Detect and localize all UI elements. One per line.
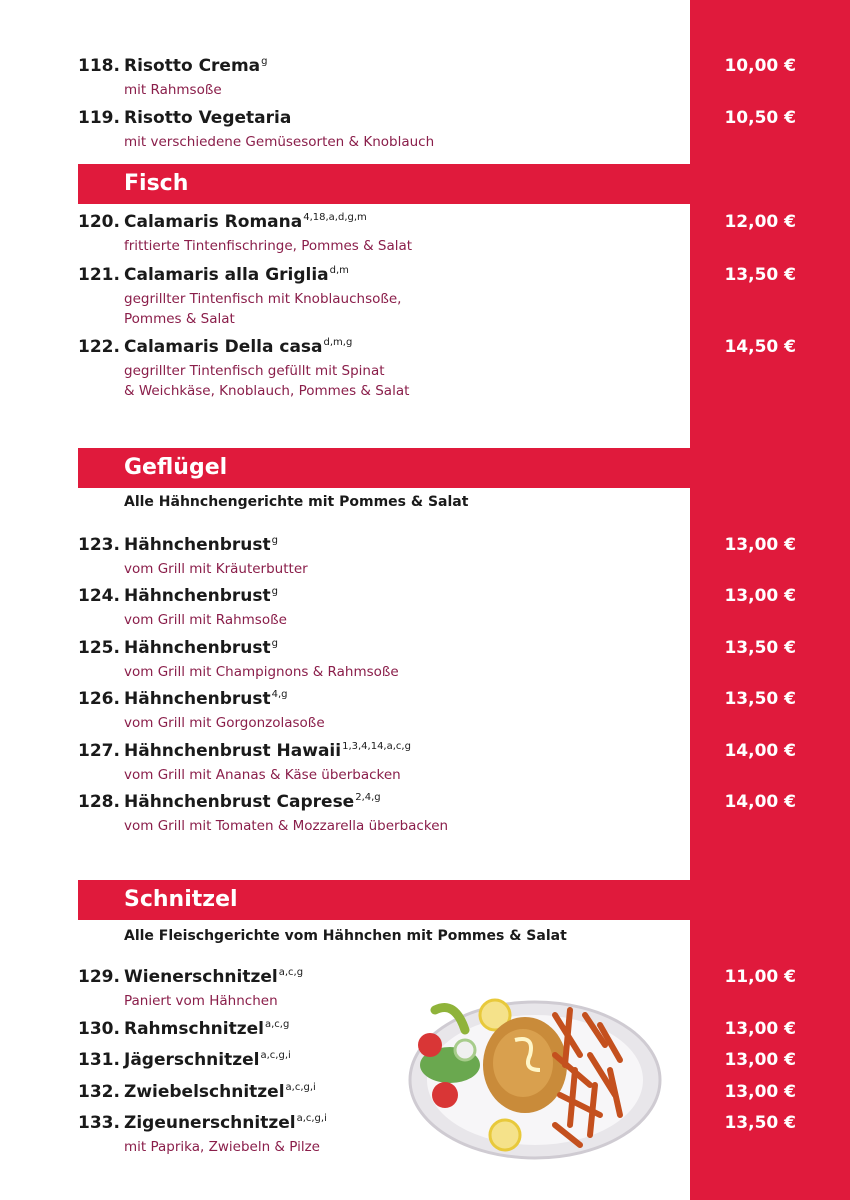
allergen-codes: a,c,g,i [285,1082,316,1093]
item-number: 133. [78,1113,120,1133]
item-description: vom Grill mit Kräuterbutter [124,561,308,577]
menu-item-118 [78,56,808,104]
item-price: 12,00 € [724,212,796,232]
item-price: 13,50 € [724,1113,796,1133]
menu-item-128 [78,792,808,840]
item-price: 13,50 € [724,689,796,709]
menu-item-121 [78,265,808,327]
item-price: 13,50 € [724,638,796,658]
item-name: Calamaris Della casa$^{d,m,g}$ [124,337,353,357]
item-number: 131. [78,1050,120,1070]
item-description: vom Grill mit Champignons & Rahmsoße [124,664,399,680]
allergen-codes: a,c,g,i [260,1050,291,1061]
item-description: vom Grill mit Ananas & Käse überbacken [124,767,401,783]
item-number: 130. [78,1019,120,1039]
item-number: 122. [78,337,120,357]
item-price: 14,00 € [724,792,796,812]
menu-item-124 [78,586,808,634]
item-number: 125. [78,638,120,658]
item-description: frittierte Tintenfischringe, Pommes & Salat [124,238,413,254]
item-price: 13,00 € [724,1019,796,1039]
item-number: 119. [78,108,120,128]
menu-item-129 [78,967,808,1015]
allergen-codes: g [271,586,278,597]
item-description: vom Grill mit Tomaten & Mozzarella überbacken [124,818,449,834]
menu-item-133 [78,1113,808,1161]
menu-item-123 [78,535,808,583]
allergen-codes: d,m [329,265,349,276]
item-name: Zwiebelschnitzel$^{a,c,g,i}$ [124,1082,316,1102]
item-name: Wienerschnitzel$^{a,c,g}$ [124,967,304,987]
item-name: Hähnchenbrust$^g$ [124,638,278,658]
allergen-codes: d,m,g [323,337,353,348]
item-name: Hähnchenbrust$^g$ [124,586,278,606]
allergen-codes: 1,3,4,14,a,c,g [342,741,411,752]
item-number: 129. [78,967,120,987]
item-number: 127. [78,741,120,761]
menu-item-122 [78,337,808,399]
allergen-codes: a,c,g,i [296,1113,327,1124]
item-price: 13,50 € [724,265,796,285]
item-name: Hähnchenbrust Hawaii$^{1,3,4,14,a,c,g}$ [124,741,411,761]
allergen-codes: a,c,g [264,1019,290,1030]
item-name: Risotto Crema$^g$ [124,56,268,76]
item-price: 10,00 € [724,56,796,76]
item-number: 123. [78,535,120,555]
section-header-gefluegel: Geflügel [78,448,690,488]
item-description: mit Rahmsoße [124,82,222,98]
item-number: 121. [78,265,120,285]
item-number: 118. [78,56,120,76]
item-name: Calamaris alla Griglia$^{d,m}$ [124,265,349,285]
item-price: 10,50 € [724,108,796,128]
item-name: Risotto Vegetaria [124,108,292,128]
section-note: Alle Fleischgerichte vom Hähnchen mit Pommes & Salat [124,928,567,944]
section-header-fisch: Fisch [78,164,690,204]
item-description: Paniert vom Hähnchen [124,993,278,1009]
item-description: vom Grill mit Gorgonzolasoße [124,715,325,731]
allergen-codes: 4,18,a,d,g,m [303,212,367,223]
item-description: mit Paprika, Zwiebeln & Pilze [124,1139,320,1155]
item-number: 132. [78,1082,120,1102]
section-note: Alle Hähnchengerichte mit Pommes & Salat [124,494,469,510]
item-name: Jägerschnitzel$^{a,c,g,i}$ [124,1050,291,1070]
item-price: 14,50 € [724,337,796,357]
item-description: vom Grill mit Rahmsoße [124,612,287,628]
item-name: Hähnchenbrust$^{4,g}$ [124,689,288,709]
item-price: 13,00 € [724,586,796,606]
item-name: Hähnchenbrust$^g$ [124,535,278,555]
item-price: 13,00 € [724,1050,796,1070]
item-description: gegrillter Tintenfisch mit Knoblauchsoße, Pommes & Salat [124,291,402,327]
menu-item-127 [78,741,808,789]
item-number: 128. [78,792,120,812]
item-description: mit verschiedene Gemüsesorten & Knoblauch [124,134,435,150]
item-number: 126. [78,689,120,709]
item-price: 13,00 € [724,535,796,555]
item-description: gegrillter Tintenfisch gefüllt mit Spinat & Weichkäse, Knoblauch, Pommes & Salat [124,363,410,399]
item-name: Calamaris Romana$^{4,18,a,d,g,m}$ [124,212,367,232]
menu-item-126 [78,689,808,737]
item-price: 11,00 € [724,967,796,987]
allergen-codes: g [271,638,278,649]
allergen-codes: g [271,535,278,546]
item-price: 13,00 € [724,1082,796,1102]
menu-item-119 [78,108,808,156]
item-name: Zigeunerschnitzel$^{a,c,g,i}$ [124,1113,327,1133]
allergen-codes: g [261,56,268,67]
allergen-codes: a,c,g [278,967,304,978]
item-price: 14,00 € [724,741,796,761]
section-header-schnitzel: Schnitzel [78,880,690,920]
item-name: Hähnchenbrust Caprese$^{2,4,g}$ [124,792,381,812]
item-name: Rahmschnitzel$^{a,c,g}$ [124,1019,290,1039]
allergen-codes: 2,4,g [355,792,381,803]
allergen-codes: 4,g [271,689,288,700]
menu-item-120 [78,212,808,260]
item-number: 124. [78,586,120,606]
menu-item-125 [78,638,808,686]
item-number: 120. [78,212,120,232]
